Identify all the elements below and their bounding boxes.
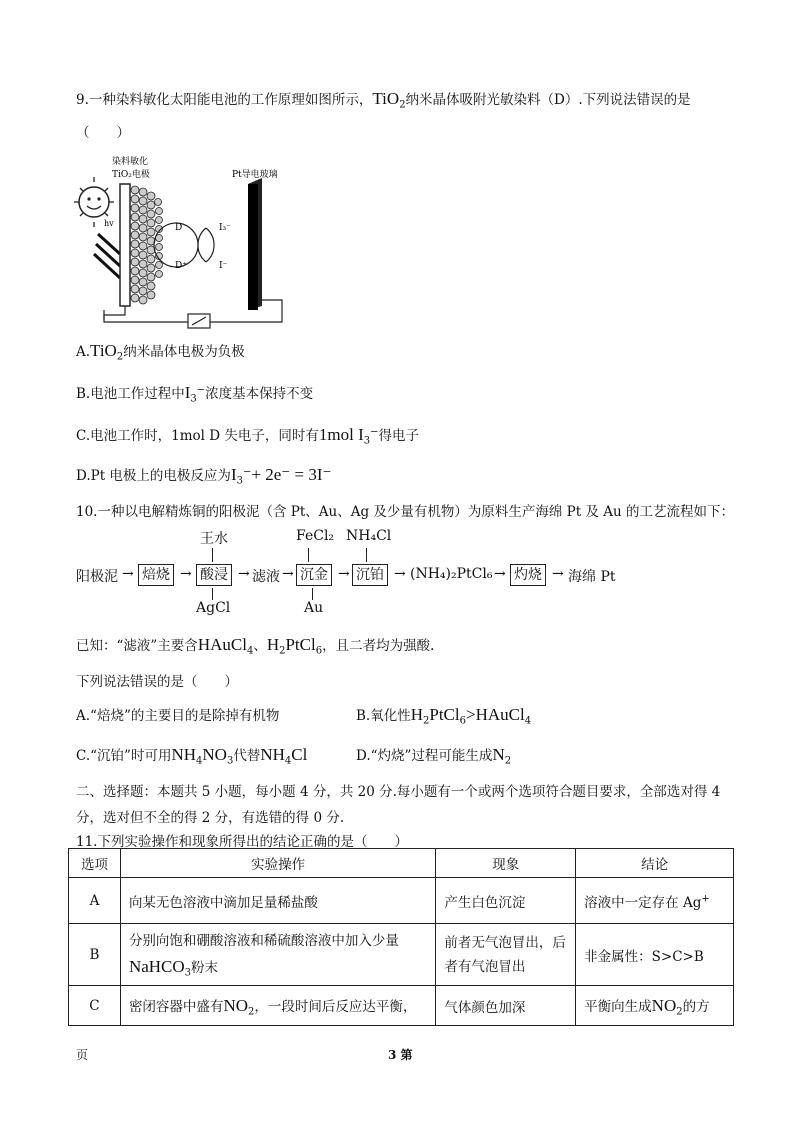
- reagent-aqua-regia: 王水: [200, 531, 228, 547]
- svg-text:染料敏化: 染料敏化: [112, 157, 149, 167]
- svg-text:Pt导电玻璃: Pt导电玻璃: [232, 170, 278, 180]
- q10-known: 已知：“滤液”主要含HAuCl$_4$、$H_2PtCl_6$，且二者均为强酸.: [76, 635, 435, 657]
- flow-step-roast: 焙烧: [138, 564, 174, 586]
- svg-text:I₃⁻: I₃⁻: [219, 223, 231, 233]
- solar-cell-diagram: [72, 150, 312, 330]
- q10-ask: 下列说法错误的是（ ）: [76, 674, 238, 690]
- tio2-plate: [120, 184, 130, 306]
- product-au: Au: [304, 600, 324, 616]
- header-option: 选项: [69, 849, 121, 878]
- q10-option-b: B.氧化性$H_2PtCl_6>HAuCl_4$: [356, 705, 532, 727]
- header-operation: 实验操作: [120, 849, 435, 878]
- q9-option-d: D.Pt 电极上的电极反应为$I_3^-+ 2e^- = 3I^-$: [76, 465, 332, 487]
- table-row: B 分别向饱和硼酸溶液和稀硫酸溶液中加入少量 NaHCO$_3$粉末 前者无气泡冒出，后 者有气泡冒出 非金属性：S>C>B: [69, 924, 734, 986]
- flow-step-precip-pt: 沉铂: [352, 564, 388, 586]
- flow-step-acid-leach: 酸浸: [196, 564, 232, 586]
- table-row: A 向某无色溶液中滴加足量稀盐酸 产生白色沉淀 溶液中一定存在 Ag+: [69, 878, 734, 924]
- product-agcl: AgCl: [196, 600, 231, 616]
- tio2-particles: [131, 186, 163, 304]
- flow-step-precip-gold: 沉金: [296, 564, 332, 586]
- svg-text:hv: hv: [104, 219, 114, 228]
- svg-text:D⁺: D⁺: [175, 261, 187, 271]
- experiment-table: [68, 848, 734, 1026]
- page-number: 3 第: [388, 1048, 413, 1062]
- q11-stem: 11.下列实验操作和现象所得出的结论正确的是（ ）: [76, 834, 408, 850]
- flow-end: 海绵 Pt: [568, 569, 616, 585]
- q9-stem: 9.一种染料敏化太阳能电池的工作原理如图所示，TiO$_2$纳米晶体吸附光敏染料（D）.下列说法错误的是: [76, 89, 691, 111]
- section2-line2: 分，选对但不全的得 2 分，有选错的得 0 分.: [76, 810, 345, 826]
- svg-text:I⁻: I⁻: [219, 261, 228, 271]
- flow-start: 阳极泥: [76, 569, 118, 585]
- footer-left: 页: [76, 1048, 89, 1062]
- svg-text:TiO₂电极: TiO₂电极: [112, 170, 150, 180]
- q10-option-a: A.“焙烧”的主要目的是除掉有机物: [76, 708, 280, 724]
- q9-paren: （ ）: [76, 125, 130, 141]
- q9-option-c: C.电池工作时，1mol D 失电子，同时有1mol $I_3^-$得电子: [76, 425, 420, 447]
- q10-stem: 10.一种以电解精炼铜的阳极泥（含 Pt、Au、Ag 及少量有机物）为原料生产海绵 Pt 及 Au 的工艺流程如下：: [76, 504, 735, 520]
- table-row: C 密闭容器中盛有$NO_2$，一段时间后反应达平衡， 气体颜色加深 平衡向生成$NO_2$的方: [69, 986, 734, 1026]
- section2-line1: 二、选择题：本题共 5 小题，每小题 4 分，共 20 分.每小题有一个或两个选项符合题目要求，全部选对得 4: [76, 784, 721, 800]
- reagent-fecl2: FeCl₂: [296, 528, 335, 544]
- q9-option-a: A.TiO$_2$纳米晶体电极为负极: [76, 341, 245, 363]
- flow-step-ignite: 灼烧: [510, 564, 546, 586]
- flow-ammonium-chloroplatinate: (NH₄)₂PtCl₆: [410, 566, 493, 582]
- flow-filtrate: 滤液: [252, 569, 280, 585]
- q9-option-b: B.电池工作过程中$I_3^-$浓度基本保持不变: [76, 383, 314, 405]
- q10-option-d: D.“灼烧”过程可能生成$N_2$: [356, 745, 512, 767]
- process-flowchart: 王水 FeCl₂ NH₄Cl 阳极泥 → 焙烧 → 酸浸 → 滤液 → 沉金 → 沉铂 → (NH₄)₂PtCl₆ → 灼烧 → 海绵 Pt AgCl Au: [76, 528, 616, 616]
- q10-option-c: C.“沉铂”时可用$NH_4NO_3$代替$NH_4Cl$: [76, 745, 308, 767]
- svg-text:D: D: [175, 223, 183, 233]
- header-conclusion: 结论: [576, 849, 734, 878]
- table-header-row: [69, 849, 734, 878]
- reagent-nh4cl: NH₄Cl: [346, 528, 392, 544]
- header-phenomenon: 现象: [436, 849, 576, 878]
